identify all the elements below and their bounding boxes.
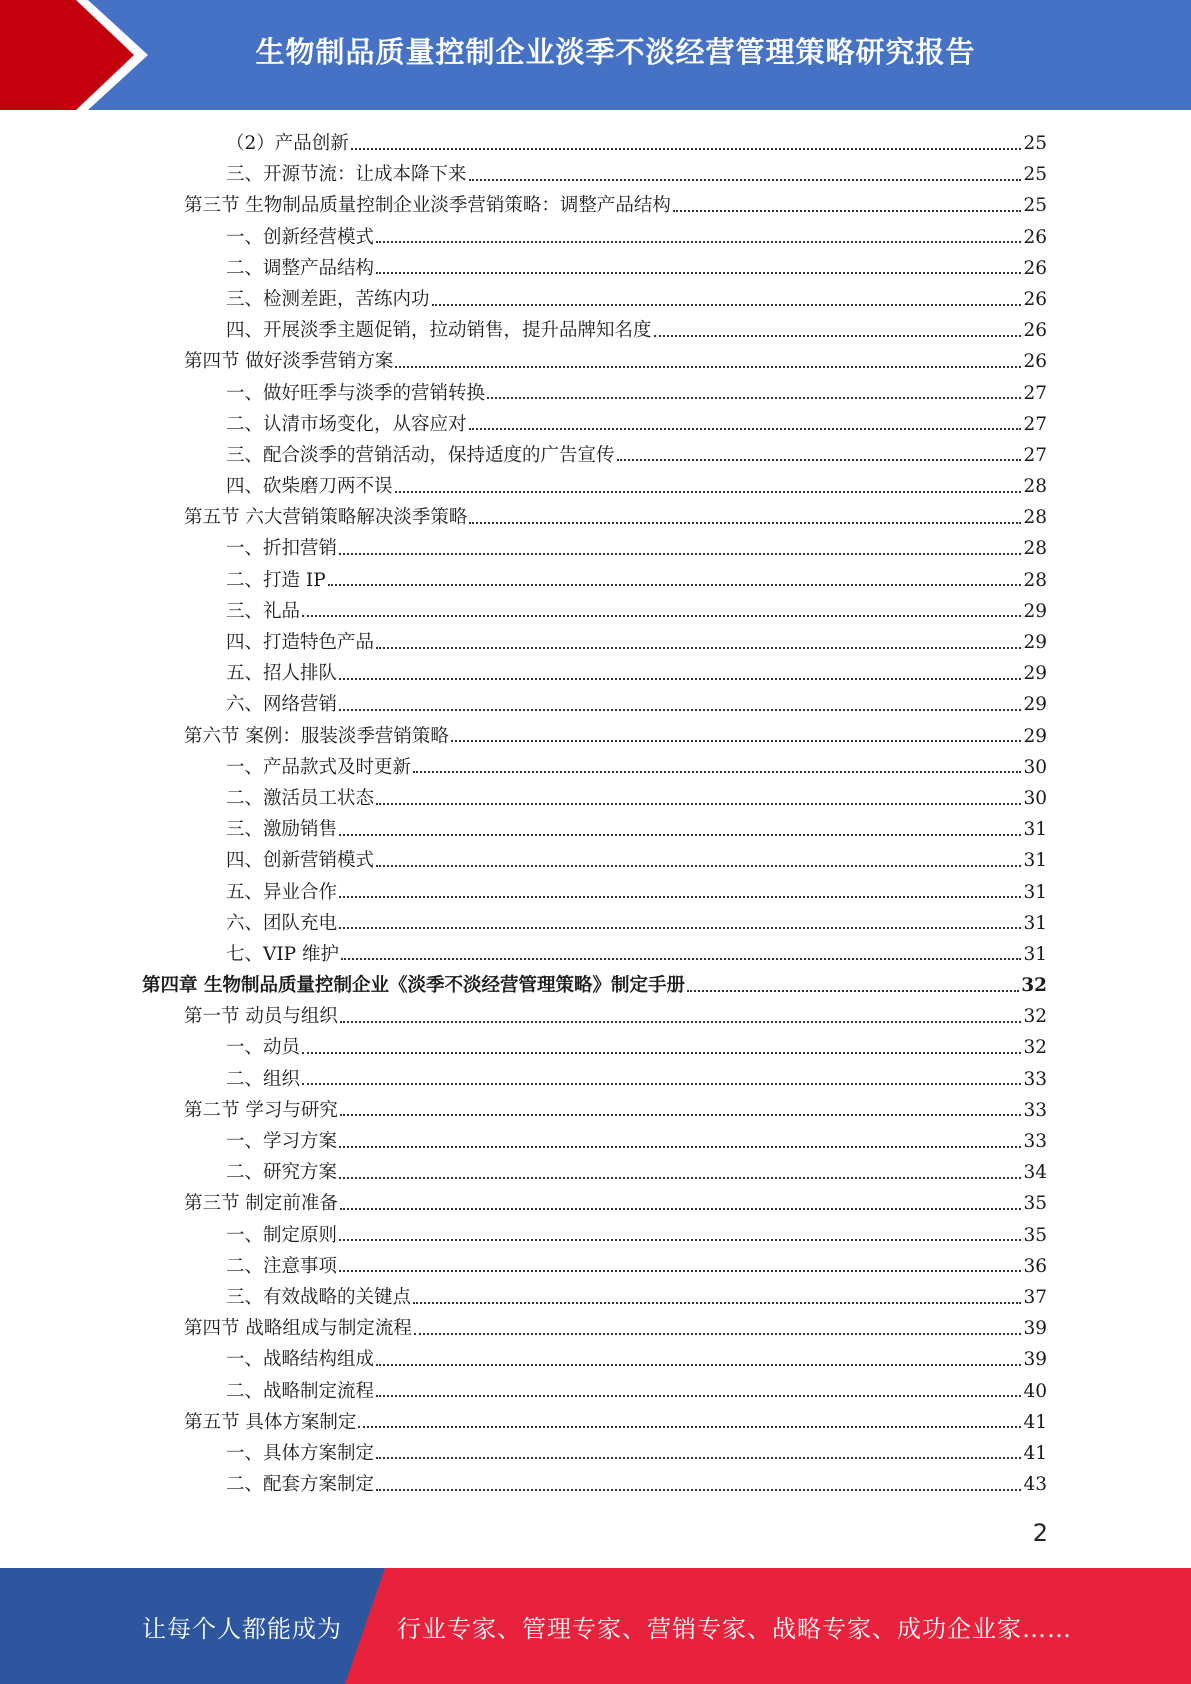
- toc-entry-title: （2）产品创新: [226, 133, 349, 154]
- toc-leader-dots: [395, 491, 1022, 493]
- toc-entry-page: 26: [1023, 257, 1047, 279]
- toc-leader-dots: [487, 397, 1021, 399]
- toc-entry-page: 25: [1023, 164, 1047, 186]
- toc-entry[interactable]: [0, 1344, 1047, 1375]
- toc-leader-dots: [339, 834, 1021, 836]
- toc-leader-dots: [687, 990, 1019, 992]
- footer-slogan-left: 让每个人都能成为: [142, 1614, 342, 1643]
- toc-entry[interactable]: [0, 1438, 1047, 1469]
- toc-entry-title: 四、创新营销模式: [226, 850, 375, 872]
- toc-entry-title: 第四节 做好淡季营销方案: [184, 351, 394, 373]
- toc-entry-title: 第三节 制定前准备: [184, 1193, 338, 1215]
- toc-entry[interactable]: [0, 1313, 1047, 1344]
- toc-entry-title: 第六节 案例：服装淡季营销策略: [184, 725, 449, 747]
- toc-entry[interactable]: [0, 1001, 1047, 1032]
- toc-entry-page: 29: [1023, 600, 1047, 622]
- toc-entry-page: 27: [1023, 382, 1047, 404]
- toc-leader-dots: [654, 335, 1022, 337]
- toc-entry[interactable]: [0, 440, 1047, 471]
- toc-entry[interactable]: [0, 159, 1047, 190]
- toc-entry-page: 26: [1023, 351, 1047, 373]
- toc-entry-page: 31: [1023, 850, 1047, 872]
- toc-entry-title: 一、产品款式及时更新: [226, 756, 412, 778]
- toc-entry-title: 二、战略制定流程: [226, 1380, 375, 1402]
- toc-leader-dots: [339, 896, 1021, 898]
- toc-entry[interactable]: [0, 1376, 1047, 1407]
- toc-entry[interactable]: [0, 970, 1047, 1001]
- toc-entry[interactable]: [0, 253, 1047, 284]
- toc-leader-dots: [395, 366, 1021, 368]
- toc-leader-dots: [451, 740, 1022, 742]
- toc-entry[interactable]: [0, 752, 1047, 783]
- toc-entry-title: 二、研究方案: [226, 1162, 338, 1184]
- toc-entry-page: 27: [1023, 413, 1047, 435]
- toc-entry[interactable]: [0, 908, 1047, 939]
- toc-leader-dots: [413, 1302, 1021, 1304]
- toc-leader-dots: [376, 647, 1021, 649]
- toc-entry-page: 26: [1023, 320, 1047, 342]
- toc-leader-dots: [413, 771, 1021, 773]
- toc-entry-title: 六、网络营销: [226, 694, 338, 716]
- toc-entry-title: 二、调整产品结构: [226, 257, 375, 279]
- toc-entry[interactable]: [0, 1220, 1047, 1251]
- toc-entry-title: 第五节 六大营销策略解决淡季策略: [184, 507, 468, 529]
- toc-leader-dots: [376, 241, 1021, 243]
- table-of-contents: [0, 128, 1191, 1500]
- toc-leader-dots: [617, 459, 1022, 461]
- toc-entry-page: 30: [1023, 787, 1047, 809]
- toc-entry[interactable]: [0, 533, 1047, 564]
- toc-entry-page: 37: [1023, 1286, 1047, 1308]
- toc-entry-title: 第四章 生物制品质量控制企业《淡季不淡经营管理策略》制定手册: [142, 975, 685, 997]
- toc-entry[interactable]: [0, 190, 1047, 221]
- toc-entry-title: 三、有效战略的关键点: [226, 1286, 412, 1308]
- toc-leader-dots: [339, 678, 1021, 680]
- toc-entry[interactable]: [0, 1095, 1047, 1126]
- toc-entry[interactable]: [0, 689, 1047, 720]
- toc-leader-dots: [376, 1364, 1021, 1366]
- toc-entry-page: 33: [1023, 1068, 1047, 1090]
- toc-entry-page: 25: [1023, 133, 1047, 154]
- toc-leader-dots: [358, 1426, 1021, 1428]
- toc-entry-title: 二、注意事项: [226, 1255, 338, 1277]
- toc-leader-dots: [414, 1333, 1022, 1335]
- toc-entry[interactable]: [0, 1282, 1047, 1313]
- toc-entry-title: 一、创新经营模式: [226, 226, 375, 248]
- toc-entry-title: 三、配合淡季的营销活动，保持适度的广告宣传: [226, 444, 615, 466]
- toc-entry-title: 第三节 生物制品质量控制企业淡季营销策略：调整产品结构: [184, 195, 671, 217]
- toc-leader-dots: [339, 709, 1021, 711]
- toc-entry-title: 第一节 动员与组织: [184, 1006, 338, 1028]
- toc-entry-page: 33: [1023, 1099, 1047, 1121]
- toc-entry[interactable]: [0, 128, 1047, 159]
- toc-leader-dots: [351, 148, 1022, 150]
- toc-leader-dots: [469, 428, 1022, 430]
- toc-entry-page: 39: [1023, 1318, 1047, 1340]
- report-title: 生物制品质量控制企业淡季不淡经营管理策略研究报告: [255, 34, 976, 69]
- toc-entry-page: 33: [1023, 1131, 1047, 1152]
- toc-entry-page: 41: [1023, 1442, 1047, 1464]
- toc-entry-title: 第二节 学习与研究: [184, 1099, 338, 1121]
- toc-entry-page: 30: [1023, 756, 1047, 778]
- toc-entry-page: 28: [1023, 476, 1047, 498]
- toc-leader-dots: [673, 210, 1022, 212]
- toc-entry-title: 第五节 具体方案制定: [184, 1411, 357, 1433]
- toc-leader-dots: [339, 1270, 1021, 1272]
- toc-entry-page: 26: [1023, 288, 1047, 310]
- toc-entry-title: 三、礼品: [226, 600, 301, 622]
- toc-leader-dots: [339, 1239, 1021, 1241]
- toc-entry[interactable]: [0, 284, 1047, 315]
- toc-entry-page: 36: [1023, 1255, 1047, 1277]
- toc-entry-title: 二、组织: [226, 1068, 301, 1090]
- toc-entry[interactable]: [0, 222, 1047, 253]
- toc-entry-title: 四、砍柴磨刀两不误: [226, 476, 393, 498]
- toc-entry[interactable]: [0, 471, 1047, 502]
- toc-entry-page: 29: [1023, 663, 1047, 685]
- toc-entry[interactable]: [0, 346, 1047, 377]
- toc-entry-page: 43: [1023, 1474, 1047, 1496]
- header-banner: [0, 0, 1191, 110]
- toc-entry[interactable]: [0, 315, 1047, 346]
- toc-entry-page: 31: [1023, 819, 1047, 841]
- toc-entry-page: 32: [1023, 1037, 1047, 1059]
- toc-entry[interactable]: [0, 658, 1047, 689]
- toc-entry-title: 三、激励销售: [226, 819, 338, 841]
- toc-entry-title: 一、折扣营销: [226, 538, 338, 560]
- toc-leader-dots: [432, 304, 1022, 306]
- toc-leader-dots: [302, 615, 1021, 617]
- toc-entry[interactable]: [0, 783, 1047, 814]
- toc-entry-title: 一、做好旺季与淡季的营销转换: [226, 382, 486, 404]
- toc-entry[interactable]: [0, 1032, 1047, 1063]
- toc-entry-title: 一、动员: [226, 1037, 301, 1059]
- toc-leader-dots: [469, 179, 1022, 181]
- toc-entry-title: 五、招人排队: [226, 663, 338, 685]
- toc-entry-page: 32: [1021, 975, 1047, 997]
- toc-leader-dots: [328, 584, 1022, 586]
- toc-entry-page: 31: [1023, 912, 1047, 934]
- footer-slogan-right: 行业专家、管理专家、营销专家、战略专家、成功企业家……: [397, 1614, 1072, 1643]
- toc-entry-title: 一、战略结构组成: [226, 1349, 375, 1371]
- toc-leader-dots: [339, 927, 1021, 929]
- toc-entry[interactable]: [0, 721, 1047, 752]
- toc-entry-page: 25: [1023, 195, 1047, 217]
- toc-leader-dots: [376, 1489, 1021, 1491]
- toc-entry-page: 41: [1023, 1411, 1047, 1433]
- toc-leader-dots: [469, 522, 1021, 524]
- toc-entry-title: 四、开展淡季主题促销，拉动销售，提升品牌知名度: [226, 320, 652, 342]
- toc-entry-title: 二、打造 IP: [226, 569, 326, 591]
- toc-leader-dots: [339, 1146, 1021, 1148]
- toc-entry[interactable]: [0, 1407, 1047, 1438]
- toc-entry-page: 39: [1023, 1349, 1047, 1371]
- toc-entry[interactable]: [0, 1251, 1047, 1282]
- toc-entry[interactable]: [0, 845, 1047, 876]
- toc-entry-title: 二、认清市场变化，从容应对: [226, 413, 467, 435]
- toc-entry-page: 29: [1023, 694, 1047, 716]
- toc-entry[interactable]: [0, 814, 1047, 845]
- toc-entry[interactable]: [0, 502, 1047, 533]
- toc-entry-page: 29: [1023, 632, 1047, 653]
- footer-banner: [0, 1568, 1191, 1684]
- toc-entry[interactable]: [0, 1157, 1047, 1188]
- toc-entry[interactable]: [0, 1064, 1047, 1095]
- toc-entry-page: 28: [1023, 569, 1047, 591]
- toc-entry-page: 29: [1023, 725, 1047, 747]
- toc-entry-title: 二、激活员工状态: [226, 787, 375, 809]
- toc-leader-dots: [376, 803, 1021, 805]
- toc-leader-dots: [339, 1177, 1021, 1179]
- toc-leader-dots: [340, 1114, 1022, 1116]
- toc-entry-title: 六、团队充电: [226, 912, 338, 934]
- toc-entry-title: 四、打造特色产品: [226, 632, 375, 653]
- toc-entry-page: 27: [1023, 444, 1047, 466]
- toc-leader-dots: [340, 1208, 1022, 1210]
- toc-leader-dots: [302, 1083, 1021, 1085]
- toc-leader-dots: [376, 865, 1021, 867]
- toc-entry-title: 七、VIP 维护: [226, 943, 339, 965]
- page-number: 2: [1032, 1519, 1048, 1547]
- toc-entry-page: 34: [1023, 1162, 1047, 1184]
- toc-entry-page: 28: [1023, 507, 1047, 529]
- toc-leader-dots: [339, 553, 1021, 555]
- toc-entry-page: 35: [1023, 1193, 1047, 1215]
- toc-leader-dots: [376, 1457, 1021, 1459]
- toc-leader-dots: [340, 1021, 1022, 1023]
- toc-entry-page: 32: [1023, 1006, 1047, 1028]
- toc-leader-dots: [376, 272, 1021, 274]
- toc-entry[interactable]: [0, 627, 1047, 658]
- toc-entry[interactable]: [0, 378, 1047, 409]
- toc-entry-page: 31: [1023, 943, 1047, 965]
- toc-entry-title: 一、制定原则: [226, 1224, 338, 1246]
- toc-entry-page: 26: [1023, 226, 1047, 248]
- toc-entry-title: 第四节 战略组成与制定流程: [184, 1318, 412, 1340]
- toc-entry[interactable]: [0, 409, 1047, 440]
- toc-entry-title: 一、学习方案: [226, 1131, 338, 1152]
- toc-entry[interactable]: [0, 1469, 1047, 1500]
- toc-entry-page: 28: [1023, 538, 1047, 560]
- toc-leader-dots: [376, 1395, 1021, 1397]
- toc-leader-dots: [341, 958, 1021, 960]
- toc-entry-title: 五、异业合作: [226, 881, 338, 903]
- toc-entry[interactable]: [0, 565, 1047, 596]
- toc-entry[interactable]: [0, 596, 1047, 627]
- toc-entry-title: 三、检测差距，苦练内功: [226, 288, 430, 310]
- toc-leader-dots: [302, 1052, 1021, 1054]
- toc-entry-title: 二、配套方案制定: [226, 1474, 375, 1496]
- header-arrow-shape: [0, 0, 160, 110]
- toc-entry[interactable]: [0, 877, 1047, 908]
- toc-entry-page: 40: [1023, 1380, 1047, 1402]
- toc-entry[interactable]: [0, 939, 1047, 970]
- toc-entry-title: 三、开源节流：让成本降下来: [226, 164, 467, 186]
- toc-entry-page: 35: [1023, 1224, 1047, 1246]
- toc-entry[interactable]: [0, 1188, 1047, 1219]
- toc-entry[interactable]: [0, 1126, 1047, 1157]
- toc-entry-page: 31: [1023, 881, 1047, 903]
- toc-entry-title: 一、具体方案制定: [226, 1442, 375, 1464]
